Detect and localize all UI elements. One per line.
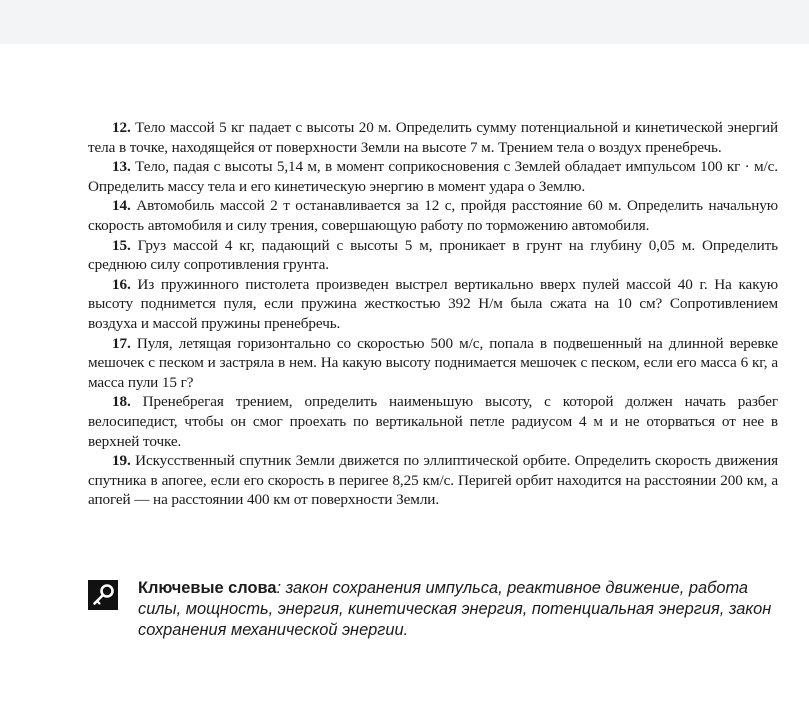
problem-number: 13. — [112, 158, 131, 176]
problem-18 — [88, 392, 778, 451]
problem-15 — [88, 236, 778, 275]
problem-13 — [88, 157, 778, 196]
problem-number: 19. — [112, 452, 131, 470]
key-icon — [88, 580, 118, 610]
problem-text: Искусственный спутник Земли движется по эллиптической орбите. Определить скорость движения спутника в апогее, если его скорость в перигее 8,25 км/с. Перигей орбит находится на расстоянии 200 км, а апогей — на расстоянии 400 км от поверхности Земли. — [88, 452, 778, 509]
problem-list — [88, 118, 778, 510]
problem-14 — [88, 196, 778, 235]
keywords-label: Ключевые слова — [138, 579, 277, 597]
problem-number: 15. — [112, 236, 131, 254]
problem-text: Пуля, летящая горизонтально со скоростью 500 м/с, попала в подвешенный на длинной веревке мешочек с песком и застряла в нем. На какую высоту поднимается мешочек с песком, если его масса 6 кг, а масса пули 15 г? — [88, 334, 778, 391]
keywords-list: : закон сохранения импульса, реактивное движение, работа силы, мощность, энергия, кинетическая энергия, потенциальная энергия, закон сохранения механической энергии. — [138, 579, 772, 639]
problem-number: 17. — [112, 334, 131, 352]
problem-17 — [88, 334, 778, 393]
problem-text: Пренебрегая трением, определить наименьшую высоту, с которой должен начать разбег велосипедист, чтобы он смог проехать по вертикальной петле радиусом 4 м и не оторваться от нее в верхней точке. — [88, 393, 778, 450]
problem-text: Из пружинного пистолета произведен выстрел вертикально вверх пулей массой 40 г. На какую высоту поднимется пуля, если пружина жесткостью 392 Н/м была сжата на 10 см? Сопротивлением воздуха и массой пружины пренебречь. — [88, 275, 778, 332]
keywords-text — [138, 578, 786, 641]
problem-text: Тело массой 5 кг падает с высоты 20 м. Определить сумму потенциальной и кинетической энергий тела в точке, находящейся от поверхности Земли на высоте 7 м. Трением тела о воздух пренебречь. — [88, 119, 778, 156]
problem-text: Тело, падая с высоты 5,14 м, в момент соприкосновения с Землей обладает импульсом 100 кг · м/с. Определить массу тела и его кинетическую энергию в момент удара о Землю. — [88, 158, 778, 195]
top-band — [0, 0, 809, 44]
problem-number: 12. — [112, 119, 131, 136]
problem-16 — [88, 275, 778, 334]
problem-number: 18. — [112, 393, 131, 411]
problem-text: Автомобиль массой 2 т останавливается за 12 с, пройдя расстояние 60 м. Определить начальную скорость автомобиля и силу трения, совершающую работу по торможению автомобиля. — [88, 197, 778, 234]
problem-19 — [88, 451, 778, 510]
keywords-box — [88, 578, 788, 641]
problem-12 — [88, 118, 778, 157]
problem-text: Груз массой 4 кг, падающий с высоты 5 м, проникает в грунт на глубину 0,05 м. Определить среднюю силу сопротивления грунта. — [88, 236, 778, 274]
problem-number: 16. — [112, 275, 131, 293]
problem-number: 14. — [112, 197, 131, 215]
